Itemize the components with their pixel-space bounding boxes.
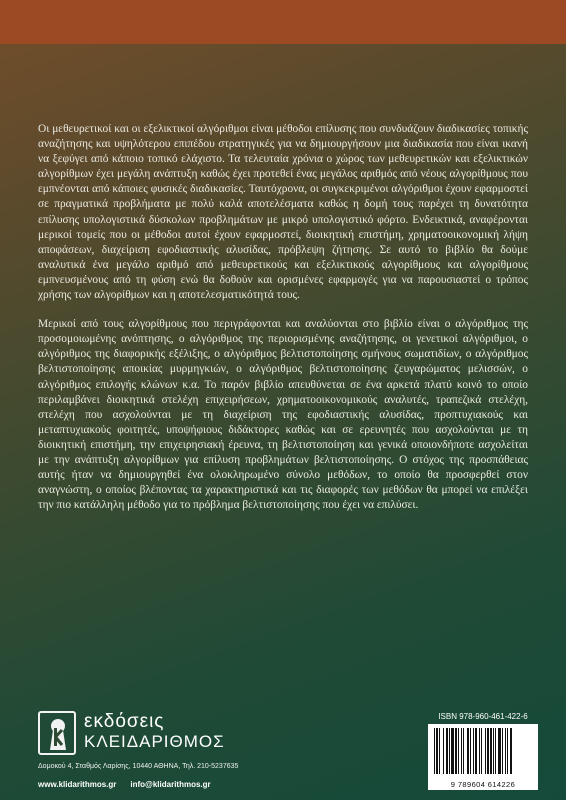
isbn-label: ISBN 978-960-461-422-6 xyxy=(438,712,528,721)
barcode-bar xyxy=(507,728,508,774)
blurb-paragraph-1: Οι μεθευρετικοί και οι εξελικτικοί αλγόριθμοι είναι μέθοδοι επίλυσης που συνδυάζουν διαδικασίες τοπικής αναζήτησης και υψηλότερου επιπέδου στρατηγικές για να δημιουργήσουν μια διαδικασία που είναι ικανή να ξεφύγει από κάποιο τοπικό ελάχιστο. Τα τελευταία χρόνια ο χώρος των μεθευρετικών και εξελικτικών αλγορίθμων έχει μεγάλη ανάπτυξη καθώς έχει προτεθεί ένας μεγάλος αριθμός από νέους αλγορίθμους που εμπνέονται από κάποιες φυσικές διαδικασίες. Ταυτόχρονα, οι συγκεκριμένοι αλγόριθμοι έχουν εφαρμοστεί σε πραγματικά προβλήματα με πολύ καλά αποτελέσματα καθώς η δομή τους παρέχει τη δυνατότητα επίλυσης υπολογιστικά δύσκολων προβλημάτων με μικρό υπολογιστικό φόρτο. Ενδεικτικά, αναφέρονται μερικοί τομείς που οι μέθοδοι αυτοί έχουν εφαρμοστεί, διοικητική επιστήμη, χρηματοοικονομική λήψη αποφάσεων, διαχείριση εφοδιαστικής αλυσίδας, πρόβλεψη ζήτησης. Σε αυτό το βιβλίο θα δούμε αναλυτικά ένα μεγάλο αριθμό από μεθευρετικούς και εξελικτικούς αλγορίθμους και αλγορίθμους εμπνευσμένους από τη φύση ενώ θα δοθούν και ορισμένες εφαρμογές για να παρουσιαστεί ο τρόπος χρήσης των αλγορίθμων και η αποτελεσματικότητά τους. xyxy=(38,123,528,302)
barcode-bar xyxy=(461,728,462,774)
publisher-address: Δομοκού 4, Σταθμός Λαρίσης, 10440 ΑΘΗΝΑ, Τηλ. 210-5237635 xyxy=(38,763,239,770)
barcode xyxy=(428,724,538,790)
barcode-digits: 9 789604 614226 xyxy=(450,780,516,789)
barcode-bar xyxy=(449,728,450,774)
barcode-bar xyxy=(451,728,454,774)
barcode-bars xyxy=(428,724,538,778)
keyhole-k-logo-icon xyxy=(38,711,76,755)
barcode-bar xyxy=(485,728,486,774)
top-band xyxy=(0,0,566,44)
publisher-contacts xyxy=(38,780,225,789)
barcode-bar xyxy=(505,728,506,774)
barcode-bar xyxy=(510,728,512,774)
barcode-bar xyxy=(463,728,464,774)
barcode-bar xyxy=(481,728,482,774)
barcode-bar xyxy=(487,728,489,774)
isbn-block xyxy=(428,712,538,792)
barcode-bar xyxy=(473,728,474,774)
barcode-bar xyxy=(467,728,469,774)
barcode-bar xyxy=(458,728,459,774)
publisher-block xyxy=(38,705,258,795)
barcode-bar xyxy=(495,728,496,774)
blurb-text xyxy=(38,122,528,527)
blurb-paragraph-2: Μερικοί από τους αλγορίθμους που περιγράφονται και αναλύονται στο βιβλίο είναι ο αλγόριθμος της προσομοιωμένης ανόπτησης, ο αλγόριθμος της περιορισμένης αναζήτησης, οι γενετικοί αλγόριθμοι, ο αλγόριθμος της διαφορικής εξέλιξης, ο αλγόριθμος βελτιστοποίησης σμήνους σωματιδίων, ο αλγόριθμος βελτιστοποίησης αποικίας μυρμηγκιών, ο αλγόριθμος βελτιστοποίησης ζευγαρώματος μελισσών, ο αλγόριθμος επιλογής κλώνων κ.α. Το παρόν βιβλίο απευθύνεται σε ένα αρκετά πλατύ κοινό το οποίο περιλαμβάνει διοικητικά στελέχη επιχειρήσεων, χρηματοοικονομικούς αναλυτές, τραπεζικά στελέχη, στελέχη που ασχολούνται με τη διαχείριση της εφοδιαστικής αλυσίδας, προπτυχιακούς και μεταπτυχιακούς φοιτητές, υποψήφιους διδάκτορες καθώς και σε ερευνητές που ασχολούνται με τη διοικητική επιστήμη, την επιχειρησιακή έρευνα, τη βελτιστοποίηση και γενικά οποιονδήποτε ασχολείται με την ανάπτυξη αλγορίθμων για επίλυση προβλημάτων βελτιστοποίησης. Ο στόχος της προσπάθειας αυτής ήταν να δημιουργηθεί ένα ολοκληρωμένο σύνολο μεθόδων, το οποίο θα προσφερθεί στον αναγνώστη, ο οποίος βλέποντας τα χαρακτηριστικά και τις διαφορές των μεθόδων θα μπορεί να επιλέξει την πιο κατάλληλη μέθοδο για το πρόβλημα βελτιστοποίησης που έχει να επιλύσει. xyxy=(38,318,528,512)
barcode-bar xyxy=(493,728,494,774)
barcode-bar xyxy=(439,728,440,774)
barcode-bar xyxy=(434,728,435,774)
barcode-bar xyxy=(470,728,471,774)
barcode-bar xyxy=(479,728,480,774)
barcode-bar xyxy=(455,728,457,774)
publisher-name-line1: εκδόσεις xyxy=(84,711,165,732)
publisher-email-link[interactable]: info@klidarithmos.gr xyxy=(130,780,211,789)
barcode-bar xyxy=(436,728,438,774)
barcode-bar xyxy=(502,728,503,774)
barcode-bar xyxy=(446,728,448,774)
barcode-bar xyxy=(498,728,501,774)
publisher-website-link[interactable]: www.klidarithmos.gr xyxy=(38,780,117,789)
publisher-name-line2: ΚΛΕΙΔΑΡΙΘΜΟΣ xyxy=(84,732,225,751)
barcode-bar xyxy=(475,728,477,774)
barcode-bar xyxy=(490,728,492,774)
barcode-bar xyxy=(443,728,444,774)
